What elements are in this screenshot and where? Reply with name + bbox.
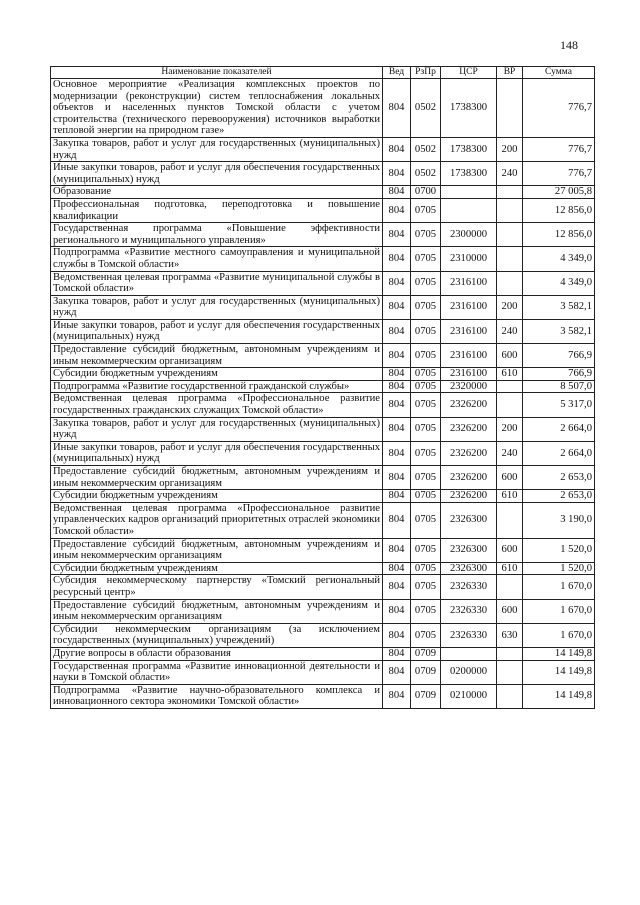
row-ved: 804 xyxy=(383,417,411,441)
table-row xyxy=(51,295,595,319)
row-rzpr: 0709 xyxy=(411,647,441,660)
row-ved: 804 xyxy=(383,575,411,599)
table-row xyxy=(51,79,595,138)
row-vr: 600 xyxy=(497,466,523,490)
row-rzpr: 0705 xyxy=(411,417,441,441)
row-vr xyxy=(497,684,523,708)
row-rzpr: 0705 xyxy=(411,393,441,417)
row-name: Субсидии некоммерческим организациям (за исключением государственных (муниципальных) учреждений) xyxy=(51,623,383,647)
row-vr xyxy=(497,223,523,247)
row-sum: 12 856,0 xyxy=(523,198,595,222)
row-sum: 1 670,0 xyxy=(523,599,595,623)
row-ved: 804 xyxy=(383,647,411,660)
row-vr: 200 xyxy=(497,417,523,441)
row-name: Другие вопросы в области образования xyxy=(51,647,383,660)
row-ved: 804 xyxy=(383,466,411,490)
table-row xyxy=(51,575,595,599)
row-csr: 2326200 xyxy=(441,466,497,490)
row-sum: 1 670,0 xyxy=(523,623,595,647)
row-name: Подпрограмма «Развитие местного самоуправления и муниципальной службы в Томской области» xyxy=(51,247,383,271)
table-row xyxy=(51,562,595,575)
row-csr: 2326200 xyxy=(441,490,497,503)
row-rzpr: 0705 xyxy=(411,502,441,538)
row-name: Ведомственная целевая программа «Профессиональное развитие государственных гражданских служащих Томской области» xyxy=(51,393,383,417)
row-name: Подпрограмма «Развитие государственной гражданской службы» xyxy=(51,380,383,393)
row-ved: 804 xyxy=(383,660,411,684)
row-ved: 804 xyxy=(383,271,411,295)
row-rzpr: 0705 xyxy=(411,223,441,247)
row-sum: 1 520,0 xyxy=(523,538,595,562)
row-ved: 804 xyxy=(383,684,411,708)
row-vr: 240 xyxy=(497,319,523,343)
row-rzpr: 0502 xyxy=(411,79,441,138)
row-ved: 804 xyxy=(383,319,411,343)
table-row xyxy=(51,344,595,368)
row-name: Основное мероприятие «Реализация комплексных проектов по модернизации (реконструкции) систем теплоснабжения локальных объектов и населенных пунктов Томской области с учетом строительства (технического перевооружения) источников выработки тепловой энергии на природном газе» xyxy=(51,79,383,138)
row-vr xyxy=(497,79,523,138)
row-sum: 3 582,1 xyxy=(523,295,595,319)
row-ved: 804 xyxy=(383,247,411,271)
row-name: Предоставление субсидий бюджетным, автономным учреждениям и иным некоммерческим организациям xyxy=(51,466,383,490)
row-csr: 0200000 xyxy=(441,660,497,684)
row-name: Предоставление субсидий бюджетным, автономным учреждениям и иным некоммерческим организациям xyxy=(51,599,383,623)
table-row xyxy=(51,684,595,708)
row-ved: 804 xyxy=(383,623,411,647)
page-number: 148 xyxy=(560,38,578,52)
table-row xyxy=(51,502,595,538)
row-csr: 2326200 xyxy=(441,393,497,417)
row-rzpr: 0705 xyxy=(411,441,441,465)
row-ved: 804 xyxy=(383,162,411,186)
row-csr: 2310000 xyxy=(441,247,497,271)
row-csr: 2326330 xyxy=(441,623,497,647)
row-ved: 804 xyxy=(383,393,411,417)
row-rzpr: 0705 xyxy=(411,271,441,295)
row-vr xyxy=(497,198,523,222)
row-csr: 2300000 xyxy=(441,223,497,247)
row-ved: 804 xyxy=(383,79,411,138)
row-vr: 200 xyxy=(497,137,523,161)
row-vr: 610 xyxy=(497,368,523,381)
row-sum: 3 190,0 xyxy=(523,502,595,538)
row-csr: 2316100 xyxy=(441,271,497,295)
header-sum: Сумма xyxy=(523,67,595,79)
row-name: Профессиональная подготовка, переподготовка и повышение квалификации xyxy=(51,198,383,222)
row-rzpr: 0705 xyxy=(411,623,441,647)
row-csr xyxy=(441,647,497,660)
row-sum: 1 670,0 xyxy=(523,575,595,599)
row-name: Закупка товаров, работ и услуг для государственных (муниципальных) нужд xyxy=(51,137,383,161)
row-csr: 2320000 xyxy=(441,380,497,393)
row-sum: 776,7 xyxy=(523,137,595,161)
row-name: Государственная программа «Развитие инновационной деятельности и науки в Томской области» xyxy=(51,660,383,684)
table-row xyxy=(51,137,595,161)
row-vr: 600 xyxy=(497,599,523,623)
row-rzpr: 0705 xyxy=(411,344,441,368)
table-row xyxy=(51,599,595,623)
row-rzpr: 0705 xyxy=(411,380,441,393)
header-name: Наименование показателей xyxy=(51,67,383,79)
row-vr xyxy=(497,393,523,417)
row-sum: 14 149,8 xyxy=(523,647,595,660)
row-vr: 610 xyxy=(497,562,523,575)
row-name: Иные закупки товаров, работ и услуг для обеспечения государственных (муниципальных) нужд xyxy=(51,441,383,465)
row-name: Закупка товаров, работ и услуг для государственных (муниципальных) нужд xyxy=(51,295,383,319)
row-name: Государственная программа «Повышение эффективности регионального и муниципального управления» xyxy=(51,223,383,247)
row-rzpr: 0705 xyxy=(411,490,441,503)
table-row xyxy=(51,223,595,247)
row-sum: 776,7 xyxy=(523,162,595,186)
row-name: Образование xyxy=(51,186,383,199)
row-rzpr: 0705 xyxy=(411,599,441,623)
row-sum: 14 149,8 xyxy=(523,660,595,684)
row-vr: 200 xyxy=(497,295,523,319)
row-vr xyxy=(497,575,523,599)
row-vr: 610 xyxy=(497,490,523,503)
row-csr: 2326300 xyxy=(441,538,497,562)
row-sum: 4 349,0 xyxy=(523,247,595,271)
row-name: Ведомственная целевая программа «Развитие муниципальной службы в Томской области» xyxy=(51,271,383,295)
row-vr xyxy=(497,271,523,295)
row-name: Иные закупки товаров, работ и услуг для обеспечения государственных (муниципальных) нужд xyxy=(51,162,383,186)
row-sum: 12 856,0 xyxy=(523,223,595,247)
row-csr: 2316100 xyxy=(441,295,497,319)
row-sum: 4 349,0 xyxy=(523,271,595,295)
table-row xyxy=(51,660,595,684)
table-row xyxy=(51,538,595,562)
row-vr: 600 xyxy=(497,538,523,562)
row-ved: 804 xyxy=(383,599,411,623)
row-rzpr: 0709 xyxy=(411,660,441,684)
table-row xyxy=(51,271,595,295)
row-rzpr: 0709 xyxy=(411,684,441,708)
header-vr: ВР xyxy=(497,67,523,79)
table-row xyxy=(51,466,595,490)
row-vr: 630 xyxy=(497,623,523,647)
row-rzpr: 0705 xyxy=(411,368,441,381)
row-csr xyxy=(441,186,497,199)
row-vr xyxy=(497,660,523,684)
row-rzpr: 0700 xyxy=(411,186,441,199)
row-rzpr: 0705 xyxy=(411,562,441,575)
row-csr: 2316100 xyxy=(441,368,497,381)
row-vr: 240 xyxy=(497,441,523,465)
row-rzpr: 0705 xyxy=(411,198,441,222)
table-row xyxy=(51,380,595,393)
row-sum: 776,7 xyxy=(523,79,595,138)
table-row xyxy=(51,247,595,271)
row-vr xyxy=(497,380,523,393)
row-vr: 600 xyxy=(497,344,523,368)
row-csr: 1738300 xyxy=(441,79,497,138)
row-ved: 804 xyxy=(383,490,411,503)
row-rzpr: 0502 xyxy=(411,137,441,161)
row-csr: 2316100 xyxy=(441,319,497,343)
row-ved: 804 xyxy=(383,368,411,381)
header-csr: ЦСР xyxy=(441,67,497,79)
row-ved: 804 xyxy=(383,562,411,575)
row-sum: 2 664,0 xyxy=(523,441,595,465)
table-row xyxy=(51,162,595,186)
table-row xyxy=(51,647,595,660)
row-csr: 0210000 xyxy=(441,684,497,708)
row-ved: 804 xyxy=(383,137,411,161)
row-sum: 8 507,0 xyxy=(523,380,595,393)
row-name: Субсидия некоммерческому партнерству «Томский региональный ресурсный центр» xyxy=(51,575,383,599)
row-vr xyxy=(497,186,523,199)
row-rzpr: 0705 xyxy=(411,247,441,271)
row-csr: 2326330 xyxy=(441,599,497,623)
row-ved: 804 xyxy=(383,538,411,562)
table-row xyxy=(51,393,595,417)
table-row xyxy=(51,417,595,441)
row-csr: 2316100 xyxy=(441,344,497,368)
row-sum: 1 520,0 xyxy=(523,562,595,575)
row-ved: 804 xyxy=(383,441,411,465)
row-rzpr: 0705 xyxy=(411,466,441,490)
row-ved: 804 xyxy=(383,380,411,393)
row-vr: 240 xyxy=(497,162,523,186)
row-sum: 27 005,8 xyxy=(523,186,595,199)
row-rzpr: 0502 xyxy=(411,162,441,186)
budget-table xyxy=(50,66,595,709)
row-vr xyxy=(497,502,523,538)
row-name: Закупка товаров, работ и услуг для государственных (муниципальных) нужд xyxy=(51,417,383,441)
table-row xyxy=(51,368,595,381)
row-csr: 2326330 xyxy=(441,575,497,599)
row-csr: 1738300 xyxy=(441,137,497,161)
table-row xyxy=(51,623,595,647)
row-csr: 2326200 xyxy=(441,441,497,465)
row-rzpr: 0705 xyxy=(411,319,441,343)
row-rzpr: 0705 xyxy=(411,575,441,599)
row-sum: 766,9 xyxy=(523,344,595,368)
header-ved: Вед xyxy=(383,67,411,79)
row-ved: 804 xyxy=(383,198,411,222)
row-name: Предоставление субсидий бюджетным, автономным учреждениям и иным некоммерческим организациям xyxy=(51,344,383,368)
row-vr xyxy=(497,647,523,660)
row-name: Подпрограмма «Развитие научно-образовательного комплекса и инновационного сектора экономики Томской области» xyxy=(51,684,383,708)
row-name: Субсидии бюджетным учреждениям xyxy=(51,490,383,503)
header-rzpr: РзПр xyxy=(411,67,441,79)
row-name: Субсидии бюджетным учреждениям xyxy=(51,562,383,575)
row-ved: 804 xyxy=(383,344,411,368)
table-row xyxy=(51,186,595,199)
row-csr: 2326300 xyxy=(441,562,497,575)
table-header-row xyxy=(51,67,595,79)
row-name: Иные закупки товаров, работ и услуг для обеспечения государственных (муниципальных) нужд xyxy=(51,319,383,343)
row-sum: 5 317,0 xyxy=(523,393,595,417)
row-csr: 1738300 xyxy=(441,162,497,186)
row-vr xyxy=(497,247,523,271)
row-sum: 766,9 xyxy=(523,368,595,381)
row-ved: 804 xyxy=(383,186,411,199)
row-name: Предоставление субсидий бюджетным, автономным учреждениям и иным некоммерческим организациям xyxy=(51,538,383,562)
row-ved: 804 xyxy=(383,223,411,247)
row-ved: 804 xyxy=(383,295,411,319)
row-sum: 2 653,0 xyxy=(523,490,595,503)
table-row xyxy=(51,198,595,222)
row-ved: 804 xyxy=(383,502,411,538)
row-rzpr: 0705 xyxy=(411,538,441,562)
row-sum: 14 149,8 xyxy=(523,684,595,708)
row-csr: 2326200 xyxy=(441,417,497,441)
row-csr: 2326300 xyxy=(441,502,497,538)
row-name: Ведомственная целевая программа «Профессиональное развитие управленческих кадров организаций приоритетных отраслей экономики Томской области» xyxy=(51,502,383,538)
row-sum: 2 653,0 xyxy=(523,466,595,490)
row-rzpr: 0705 xyxy=(411,295,441,319)
row-sum: 3 582,1 xyxy=(523,319,595,343)
row-csr xyxy=(441,198,497,222)
row-sum: 2 664,0 xyxy=(523,417,595,441)
table-row xyxy=(51,319,595,343)
table-row xyxy=(51,490,595,503)
table-row xyxy=(51,441,595,465)
row-name: Субсидии бюджетным учреждениям xyxy=(51,368,383,381)
table-body xyxy=(51,79,595,709)
